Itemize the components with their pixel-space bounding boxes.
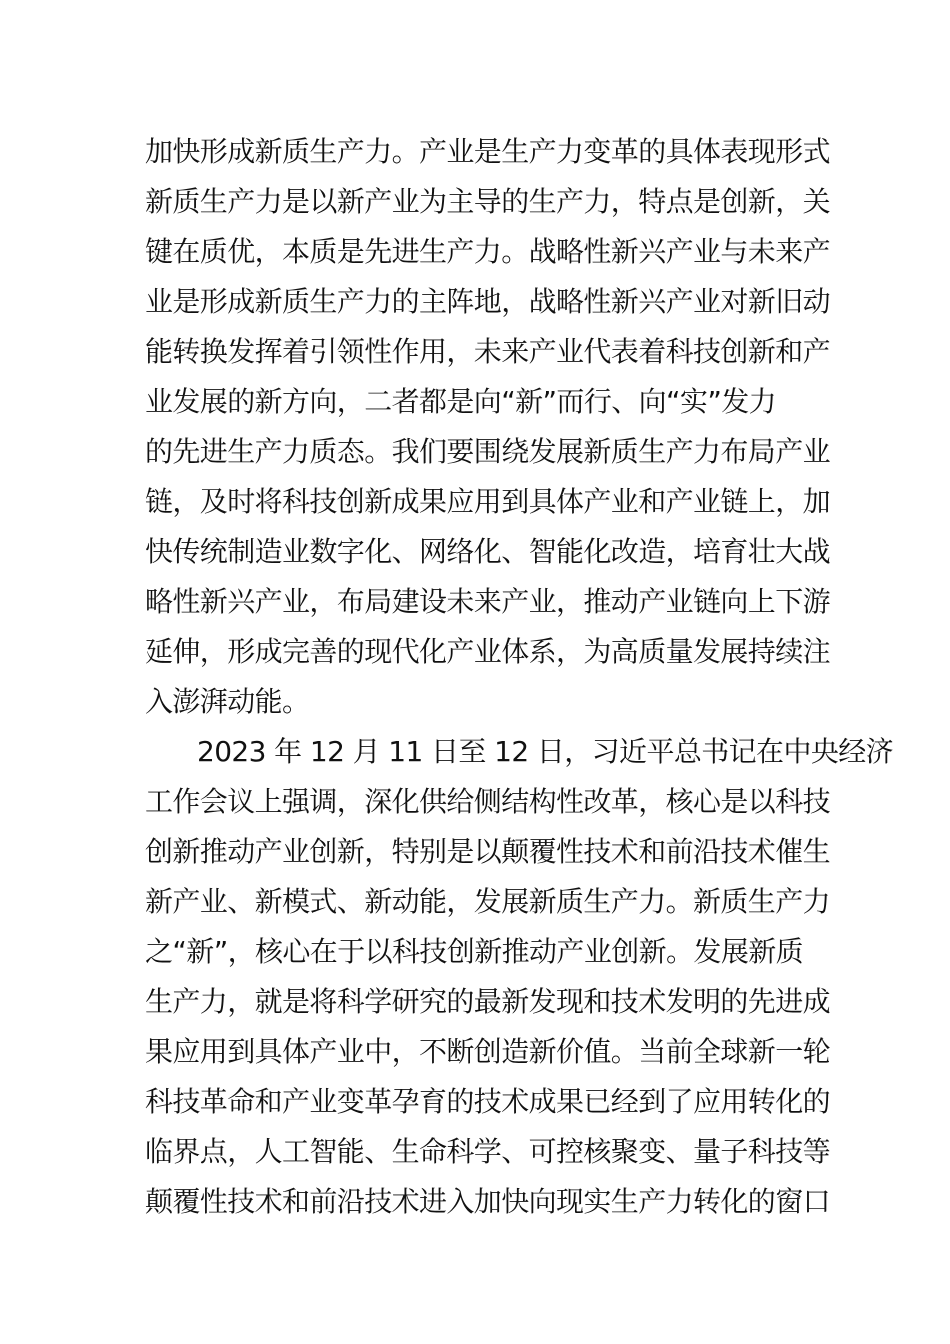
text-line: 颠覆性技术和前沿技术进入加快向现实生产力转化的窗口 — [145, 1185, 831, 1218]
text-line: 能转换发挥着引领性作用，未来产业代表着科技创新和产 — [145, 335, 831, 368]
text-line: 键在质优，本质是先进生产力。战略性新兴产业与未来产 — [145, 235, 831, 268]
text-line: 链，及时将科技创新成果应用到具体产业和产业链上，加 — [145, 485, 831, 518]
text-line: 业是形成新质生产力的主阵地，战略性新兴产业对新旧动 — [145, 285, 831, 318]
text-line: 加快形成新质生产力。产业是生产力变革的具体表现形式 — [145, 135, 831, 168]
text-line-indented: 2023 年 12 月 11 日至 12 日，习近平总书记在中央经济 — [197, 735, 894, 768]
paragraph-2 — [145, 727, 894, 1227]
text-line: 新产业、新模式、新动能，发展新质生产力。新质生产力 — [145, 885, 831, 918]
text-line: 生产力，就是将科学研究的最新发现和技术发明的先进成 — [145, 985, 831, 1018]
text-line: 新质生产力是以新产业为主导的生产力，特点是创新，关 — [145, 185, 831, 218]
text-line: 业发展的新方向，二者都是向“新”而行、向“实”发力 — [145, 385, 777, 418]
text-line: 果应用到具体产业中，不断创造新价值。当前全球新一轮 — [145, 1035, 831, 1068]
text-line: 略性新兴产业，布局建设未来产业，推动产业链向上下游 — [145, 585, 831, 618]
text-line: 之“新”，核心在于以科技创新推动产业创新。发展新质 — [145, 935, 804, 968]
text-line: 的先进生产力质态。我们要围绕发展新质生产力布局产业 — [145, 435, 831, 468]
text-line: 临界点，人工智能、生命科学、可控核聚变、量子科技等 — [145, 1135, 831, 1168]
text-line: 科技革命和产业变革孕育的技术成果已经到了应用转化的 — [145, 1085, 831, 1118]
text-line: 快传统制造业数字化、网络化、智能化改造，培育壮大战 — [145, 535, 831, 568]
text-line: 创新推动产业创新，特别是以颠覆性技术和前沿技术催生 — [145, 835, 831, 868]
paragraph-1 — [145, 127, 831, 727]
text-line: 入澎湃动能。 — [145, 685, 310, 718]
text-line: 延伸，形成完善的现代化产业体系，为高质量发展持续注 — [145, 635, 831, 668]
text-line: 工作会议上强调，深化供给侧结构性改革，核心是以科技 — [145, 785, 831, 818]
